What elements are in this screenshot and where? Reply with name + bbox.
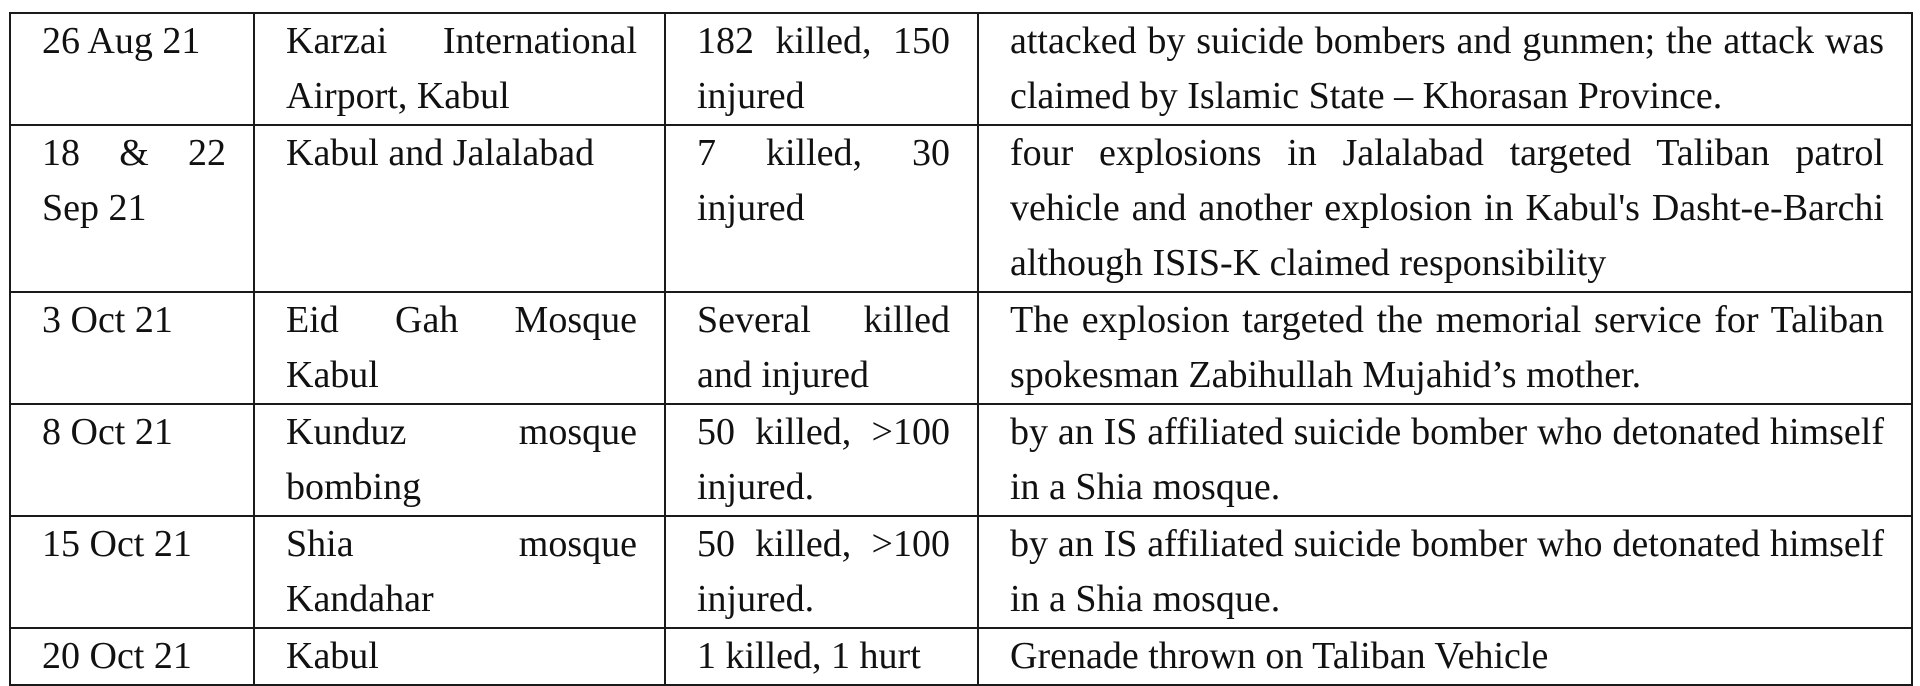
table-row [10, 13, 1912, 125]
date-cell: 26 Aug 21 [10, 13, 254, 125]
table-row [10, 516, 1912, 628]
location-cell: Karzai International Airport, Kabul [254, 13, 665, 125]
description-cell: attacked by suicide bombers and gunmen; the attack was claimed by Islamic State – Khorasan Province. [978, 13, 1912, 125]
casualties-cell: 182 killed, 150 injured [665, 13, 978, 125]
location-cell: Kabul and Jalalabad [254, 125, 665, 292]
description-cell: four explosions in Jalalabad targeted Taliban patrol vehicle and another explosion in Kabul's Dasht-e-Barchi although ISIS-K claimed responsibility [978, 125, 1912, 292]
date-cell: 20 Oct 21 [10, 628, 254, 685]
casualties-cell: 1 killed, 1 hurt [665, 628, 978, 685]
table-row [10, 404, 1912, 516]
description-cell: by an IS affiliated suicide bomber who detonated himself in a Shia mosque. [978, 516, 1912, 628]
location-cell: Kabul [254, 628, 665, 685]
date-cell: 8 Oct 21 [10, 404, 254, 516]
casualties-cell: 50 killed, >100 injured. [665, 404, 978, 516]
description-cell: by an IS affiliated suicide bomber who detonated himself in a Shia mosque. [978, 404, 1912, 516]
table-row [10, 292, 1912, 404]
location-cell: Eid Gah Mosque Kabul [254, 292, 665, 404]
location-cell: Shia mosque Kandahar [254, 516, 665, 628]
date-cell: 18 & 22 Sep 21 [10, 125, 254, 292]
description-cell: Grenade thrown on Taliban Vehicle [978, 628, 1912, 685]
attacks-table [9, 12, 1913, 686]
casualties-cell: Several killed and injured [665, 292, 978, 404]
table-row [10, 628, 1912, 685]
casualties-cell: 50 killed, >100 injured. [665, 516, 978, 628]
table-row [10, 125, 1912, 292]
date-cell: 15 Oct 21 [10, 516, 254, 628]
casualties-cell: 7 killed, 30 injured [665, 125, 978, 292]
description-cell: The explosion targeted the memorial service for Taliban spokesman Zabihullah Mujahid’s mother. [978, 292, 1912, 404]
location-cell: Kunduz mosque bombing [254, 404, 665, 516]
date-cell: 3 Oct 21 [10, 292, 254, 404]
